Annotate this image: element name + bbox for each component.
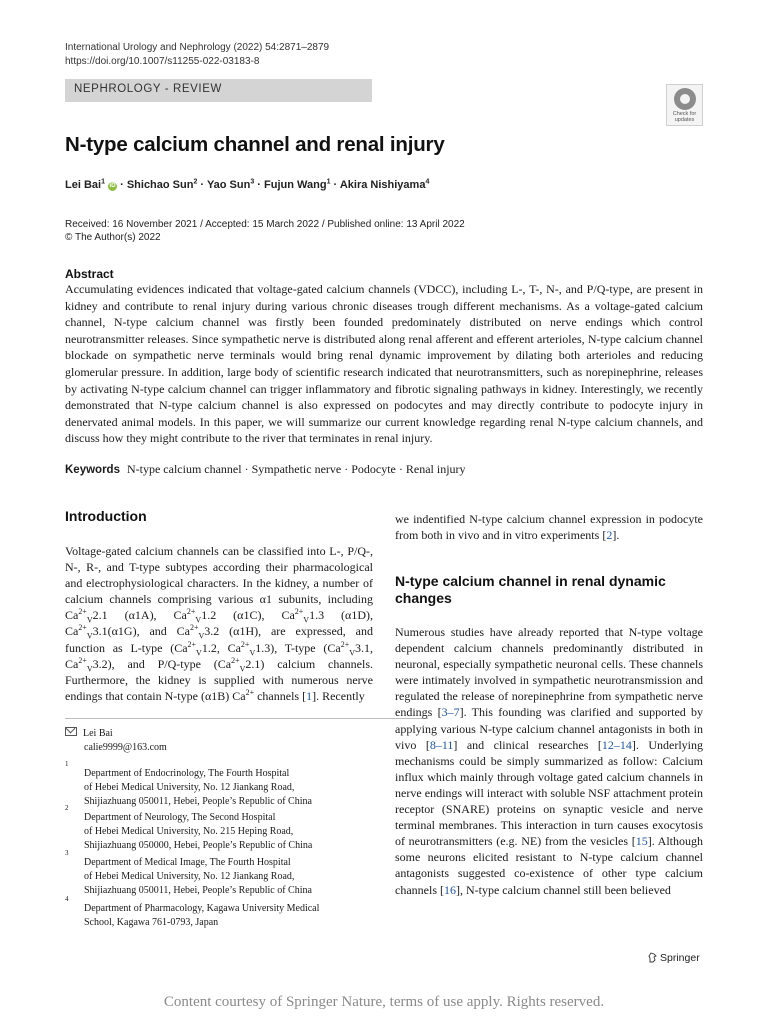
- affiliation-text: Department of Medical Image, The Fourth Hospital of Hebei Medical University, No. 12 Jiankang Road, Shijiazhuang 050011, Hebei, People’s Republic of China: [84, 857, 312, 896]
- introduction-heading: Introduction: [65, 508, 147, 524]
- journal-info: [65, 41, 329, 69]
- abstract-heading: Abstract: [65, 267, 114, 281]
- ion-symbol: Ca: [176, 624, 190, 639]
- affiliation: 2 Department of Neurology, The Second Hospital of Hebei Medical University, No. 215 Heping Road, Shijiazhuang 050000, Hebei, People’s Republic of China: [65, 804, 313, 851]
- keywords: [65, 462, 466, 477]
- channel-subscript: V: [196, 647, 202, 657]
- affiliation-text: Department of Neurology, The Second Hospital of Hebei Medical University, No. 215 Heping Road, Shijiazhuang 050000, Hebei, People’s Republic of China: [84, 812, 313, 851]
- author-affiliation-mark: 4: [425, 178, 430, 186]
- intro-text: 1.3 (α1D),: [309, 608, 373, 623]
- publisher-logo: [648, 952, 700, 964]
- author-name[interactable]: Fujun Wang: [264, 179, 327, 191]
- copyright-line: © The Author(s) 2022: [65, 232, 161, 243]
- author-name[interactable]: Akira Nishiyama: [339, 179, 426, 191]
- keywords-label: Keywords: [65, 464, 120, 476]
- ion-symbol: Ca: [227, 640, 241, 655]
- citation-link[interactable]: 1: [306, 688, 313, 703]
- ion-charge: 2+: [190, 623, 199, 633]
- ion-symbol: Ca: [65, 656, 79, 671]
- ion-symbol: Ca: [65, 608, 79, 623]
- intro-text: . Recently: [316, 688, 365, 703]
- ion-symbol: Ca: [327, 640, 341, 655]
- intro-text: Voltage-gated calcium channels can be classified into L-, P/Q-, N-, R-, and T-type subtypes according their pharmacological and electrophysiological characters. In the kidney, a number of calcium channels comprising various α1 subunits, including: [65, 544, 373, 607]
- channel-subscript: V: [303, 615, 310, 625]
- channel-subscript: V: [195, 615, 202, 625]
- citation-link[interactable]: 2: [606, 528, 613, 543]
- channel-subscript: V: [249, 647, 256, 657]
- ion-charge: 2+: [78, 623, 87, 633]
- ion-charge: 2+: [78, 655, 87, 665]
- doi-link[interactable]: https://doi.org/10.1007/s11255-022-03183-8: [65, 56, 260, 67]
- citation-link[interactable]: 16: [443, 882, 456, 897]
- body-text: and clinical researches: [466, 737, 589, 752]
- citation-link[interactable]: 12–14: [601, 737, 632, 752]
- check-updates-label: Check for updates: [672, 111, 697, 123]
- ion-symbol: Ca: [217, 656, 232, 671]
- body-text: . This founding was clarified and supported by applying various N-type calcium channel antagonists in both in vivo: [395, 705, 704, 752]
- body-text: . Underlying mechanisms could be simply summarized as follow: Calcium influx which mainly through voltage gated calcium channels in nerve endings will interact with soluble NSF attachment protein receptor (SNARE) proteins on synaptic vesicle and nerve terminal membranes. This interaction in turn causes exocytosis of neurotransmitters (e.g. NE) from the vesicles: [395, 737, 703, 849]
- check-for-updates-badge[interactable]: [666, 84, 703, 126]
- section-banner: [65, 79, 372, 102]
- ion-charge: 2+: [78, 607, 87, 617]
- ion-charge: 2+: [245, 687, 255, 697]
- envelope-icon: [65, 727, 77, 736]
- author-affiliation-mark: 3: [250, 178, 255, 186]
- ion-charge: 2+: [187, 639, 197, 649]
- intro-text: 1.2,: [201, 640, 220, 655]
- abstract-text: Accumulating evidences indicated that voltage-gated calcium channels (VDCC), including L-, T-, N-, and P/Q-type, are present in kidney and contribute to renal injury during various chronic diseases trough different mechanisms. As a voltage-gated calcium channel, N-type calcium channel was firstly been founded predominately distributed on nerve endings which control neurotransmitter releases. Since sympathetic nerve is distributed along renal afferent and efferent arterioles, N-type calcium channel blockade on sympathetic nerve terminals would bring renal dynamic improvement by dilating both arterioles and reducing glomerular pressure. In addition, large body of scientific research indicated that neurotransmitters, such as norepinephrine, releases by activating N-type calcium channel can trigger inflammatory and fibrotic signaling pathways in kidney. Interestingly, we recently demonstrated that N-type calcium channel is also expressed on podocytes and may directly contribute to podocyte injury in denervated animal models. In this paper, we will summarize our current knowledge regarding renal N-type calcium channels, and discuss how they might contribute to the river that terminates in renal injury.: [65, 282, 703, 446]
- ion-charge: 2+: [240, 639, 250, 649]
- check-updates-icon: [674, 88, 696, 110]
- author-name[interactable]: Yao Sun: [206, 179, 251, 191]
- channel-subscript: V: [86, 664, 93, 674]
- affiliation: 1 Department of Endocrinology, The Fourth Hospital of Hebei Medical University, No. 12 Jiankang Road, Shijiazhuang 050011, Hebei, People’s Republic of China: [65, 760, 312, 807]
- citation-link[interactable]: 3–7: [441, 705, 460, 720]
- intro-text: channels: [257, 688, 300, 703]
- intro-text: 1.3), T-type (: [255, 640, 328, 655]
- author-affiliation-mark: 1: [101, 178, 105, 186]
- footnote-divider: [65, 718, 428, 719]
- intro-text: 2.1) calcium channels. Furthermore, the kidney is supplied with numerous nerve endings that contain N-type (α1B): [65, 656, 373, 703]
- author-list: Lei Bai$^1$ iD · Shichao Sun$^2$ · Yao Sun$^3$ · Fujun Wang$^1$ · Akira Nishiyama$^4$: [65, 178, 430, 191]
- body-text: . Although some neurons elicited resistant to N-type calcium channel antagonists suggested co-existence of other type calcium channels: [395, 834, 704, 897]
- ion-charge: 2+: [231, 655, 240, 665]
- body-text: , N-type calcium channel still been believed: [459, 882, 671, 897]
- publication-dates: [65, 218, 465, 244]
- ion-symbol: Ca: [173, 608, 187, 623]
- author-name[interactable]: Lei Bai: [65, 179, 102, 191]
- channel-subscript: V: [86, 615, 93, 625]
- channel-subscript: V: [239, 664, 246, 674]
- author-name[interactable]: Shichao Sun: [126, 179, 194, 191]
- section-heading: N-type calcium channel in renal dynamic changes: [395, 573, 666, 606]
- body-text: we indentified N-type calcium channel expression in podocyte from both in vivo and in vitro experiments: [395, 512, 703, 543]
- introduction-paragraph: Voltage-gated calcium channels can be classified into L-, P/Q-, N-, R-, and T-type subtypes according their pharmacological and electrophysiological characters. In the kidney, a number of calcium channels comprising various α1 subunits, including $Ca^{2+}_V2.1$ (α1A), $Ca^{2+}_V1.2$ (α1C), $Ca^{2+}_V1.3$ (α1D), $Ca^{2+}_V3.1(\alpha 1G)$, and $Ca^{2+}_V3.2$ (α1H), are expressed, and function as L-type ($Ca^{2+}_V1.2$, $Ca^{2+}_V1.3$), T-type ($Ca^{2+}_V3.1$, $Ca^{2+}_V3.2$), and P/Q-type $(Ca^{2+}_V2.1)$ calcium channels. Furthermore, the kidney is supplied with numerous nerve endings that contain N-type (α1B) $Ca^{2+}$ channels [1]. Recently: [65, 544, 373, 703]
- intro-text: 2.1 (α1A),: [92, 608, 157, 623]
- affiliation-text: Department of Endocrinology, The Fourth Hospital of Hebei Medical University, No. 12 Jiankang Road, Shijiazhuang 050011, Hebei, People’s Republic of China: [84, 768, 312, 807]
- publisher-name: Springer: [660, 952, 700, 964]
- author-affiliation-mark: 2: [193, 178, 198, 186]
- intro-text: 3.2), and P/Q-type (: [92, 656, 218, 671]
- channel-subscript: V: [349, 647, 355, 657]
- channel-subscript: V: [86, 631, 93, 641]
- intro-text: 3.1(α1G), and: [92, 624, 167, 639]
- affiliation: 3 Department of Medical Image, The Fourth Hospital of Hebei Medical University, No. 12 Jiankang Road, Shijiazhuang 050011, Hebei, People’s Republic of China: [65, 849, 312, 896]
- body-text: .: [616, 528, 620, 543]
- affiliation-text: Department of Pharmacology, Kagawa University Medical School, Kagawa 761-0793, Japan: [84, 903, 320, 928]
- ion-charge: 2+: [294, 607, 304, 617]
- keywords-list: N-type calcium channel · Sympathetic nerve · Podocyte · Renal injury: [126, 462, 466, 476]
- ion-charge: 2+: [340, 639, 350, 649]
- orcid-icon[interactable]: iD: [109, 183, 116, 189]
- channel-subscript: V: [198, 631, 205, 641]
- citation-link[interactable]: 8–11: [429, 737, 454, 752]
- intro-continuation: we indentified N-type calcium channel expression in podocyte from both in vivo and in vitro experiments [2].: [395, 512, 703, 543]
- article-title: N-type calcium channel and renal injury: [65, 133, 445, 156]
- ion-symbol: Ca: [65, 624, 79, 639]
- history-dates: Received: 16 November 2021 / Accepted: 15 March 2022 / Published online: 13 April 2022: [65, 219, 465, 230]
- corresponding-author: Lei Bai: [83, 728, 113, 739]
- journal-citation: International Urology and Nephrology (2022) 54:2871–2879: [65, 42, 330, 53]
- affiliation: 4 Department of Pharmacology, Kagawa University Medical School, Kagawa 761-0793, Japan: [65, 895, 320, 928]
- intro-text: 1.2 (α1C),: [201, 608, 265, 623]
- ion-symbol: Ca: [174, 640, 188, 655]
- author-affiliation-mark: 1: [326, 178, 331, 186]
- correspondence: [65, 727, 167, 755]
- body-text: Numerous studies have already reported that N-type voltage dependent calcium channels predominantly distributed in neuronal, especially sympathetic neuronal cells. These channels were intimately involved in sympathetic neurotransmission and regulated the release of norepinephrine from sympathetic nerve endings: [395, 625, 703, 720]
- intro-text: 3.1,: [355, 640, 373, 655]
- ion-charge: 2+: [186, 607, 196, 617]
- springer-horse-icon: [648, 952, 657, 963]
- author-email[interactable]: calie9999@163.com: [84, 742, 167, 753]
- intro-text: 3.2 (α1H), are expressed, and function as L-type (: [65, 624, 373, 655]
- section-paragraph: Numerous studies have already reported that N-type voltage dependent calcium channels predominantly distributed in neuronal, especially sympathetic neuronal cells. These channels were intimately involved in sympathetic neurotransmission and regulated the release of norepinephrine from sympathetic nerve endings [3–7]. This founding was clarified and supported by applying various N-type calcium channel antagonists in both in vivo [8–11] and clinical researches [12–14]. Underlying mechanisms could be simply summarized as follow: Calcium influx which mainly through voltage gated calcium channels in nerve endings will interact with soluble NSF attachment protein receptor (SNARE) proteins on synaptic vesicle and nerve terminal membranes. This interaction in turn causes exocytosis of neurotransmitters (e.g. NE) from the vesicles [15]. Although some neurons elicited resistant to N-type calcium channel antagonists suggested co-existence of other type calcium channels [16], N-type calcium channel still been believed: [395, 625, 704, 897]
- ion-symbol: Ca: [232, 688, 246, 703]
- ion-symbol: Ca: [281, 608, 295, 623]
- courtesy-notice: Content courtesy of Springer Nature, terms of use apply. Rights reserved.: [163, 994, 605, 1010]
- section-banner-label: NEPHROLOGY - REVIEW: [74, 83, 222, 95]
- citation-link[interactable]: 15: [635, 834, 648, 849]
